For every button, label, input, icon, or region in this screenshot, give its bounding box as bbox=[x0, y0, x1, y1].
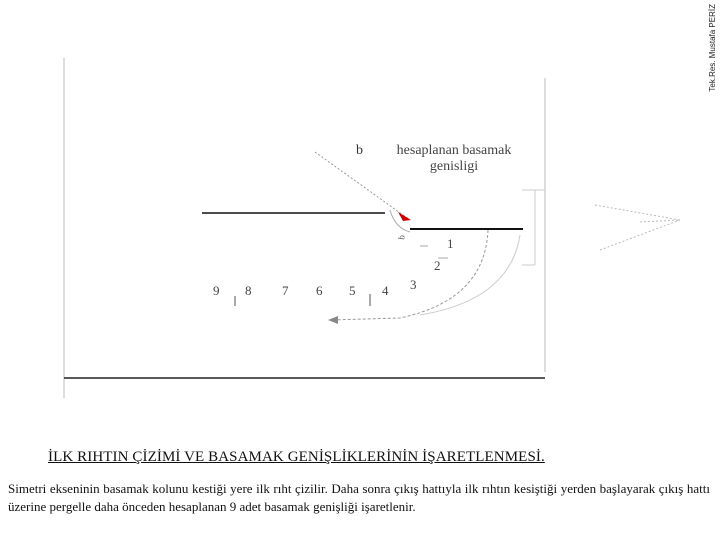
line-number-4: 4 bbox=[382, 283, 389, 298]
chevron-tip bbox=[640, 220, 680, 222]
chevron-lower bbox=[600, 220, 680, 250]
line-number-9: 9 bbox=[213, 283, 220, 298]
label-b: b bbox=[356, 143, 363, 158]
caption-title: İLK RIHTIN ÇİZİMİ VE BASAMAK GENİŞLİKLERİNİN İŞARETLENMESİ. bbox=[48, 449, 545, 465]
computed-width-line1: hesaplanan basamak bbox=[396, 143, 512, 158]
walking-arrowhead bbox=[328, 316, 338, 324]
small-rotated-label: b bbox=[396, 234, 407, 241]
author-label: Tek.Res. Mustafa PERİZ bbox=[708, 4, 717, 92]
line-number-7: 7 bbox=[282, 283, 289, 298]
arc-number-2: 2 bbox=[434, 258, 441, 273]
computed-width-line2: genisligi bbox=[429, 159, 479, 174]
computed-width-label bbox=[384, 143, 524, 175]
outer-arc bbox=[420, 235, 520, 315]
caption-text: Simetri ekseninin basamak kolunu kestiği yere ilk rıht çizilir. Daha sonra çıkış hattıyla ilk rıhtın kesiştiği yerden başlayarak çıkış hattı üzerine pergelle daha önceden hesaplanan 9 adet basamak genişliği işaretlenir. bbox=[8, 481, 710, 514]
chevron-upper bbox=[595, 205, 680, 220]
red-arrowhead bbox=[398, 212, 411, 221]
arc-number-1: 1 bbox=[447, 236, 454, 251]
line-number-5: 5 bbox=[349, 283, 356, 298]
line-number-6: 6 bbox=[316, 283, 323, 298]
walking-line-arc bbox=[330, 230, 488, 320]
line-number-8: 8 bbox=[245, 283, 252, 298]
arc-number-3: 3 bbox=[410, 277, 417, 292]
